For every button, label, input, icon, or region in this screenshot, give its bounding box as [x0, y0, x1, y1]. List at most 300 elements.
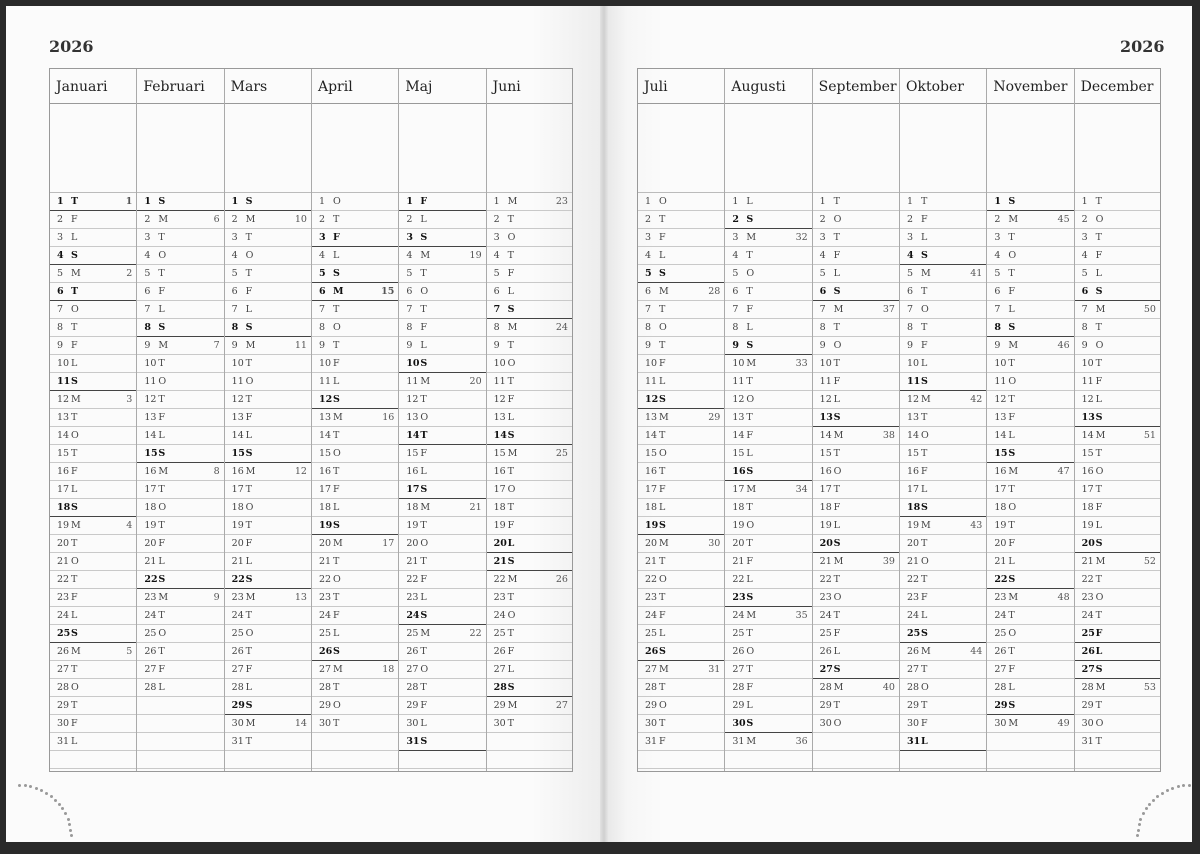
day-row[interactable] — [725, 193, 811, 211]
day-row[interactable] — [900, 301, 986, 319]
day-row[interactable] — [900, 697, 986, 715]
day-row[interactable] — [225, 409, 311, 427]
day-row[interactable] — [638, 697, 724, 715]
day-row[interactable] — [638, 733, 724, 751]
day-row[interactable] — [638, 571, 724, 589]
day-row[interactable] — [813, 643, 899, 661]
day-row[interactable] — [225, 643, 311, 661]
day-row[interactable] — [1075, 553, 1160, 571]
day-row[interactable] — [225, 661, 311, 679]
day-row[interactable] — [1075, 373, 1160, 391]
day-row[interactable] — [487, 571, 572, 589]
day-row[interactable] — [638, 463, 724, 481]
day-row[interactable] — [137, 391, 223, 409]
day-row[interactable] — [487, 337, 572, 355]
day-row[interactable] — [813, 229, 899, 247]
day-row[interactable] — [987, 391, 1073, 409]
day-row[interactable] — [50, 409, 136, 427]
day-row[interactable] — [399, 193, 485, 211]
day-row[interactable] — [487, 373, 572, 391]
day-row[interactable] — [399, 517, 485, 535]
day-row[interactable] — [725, 499, 811, 517]
day-row[interactable] — [399, 391, 485, 409]
day-row[interactable] — [399, 553, 485, 571]
day-row[interactable] — [638, 481, 724, 499]
day-row[interactable] — [900, 481, 986, 499]
day-row[interactable] — [638, 679, 724, 697]
day-row[interactable] — [900, 337, 986, 355]
day-row[interactable] — [900, 661, 986, 679]
day-row[interactable] — [900, 679, 986, 697]
day-row[interactable] — [487, 715, 572, 733]
day-row[interactable] — [900, 355, 986, 373]
day-row[interactable] — [50, 715, 136, 733]
day-row[interactable] — [987, 571, 1073, 589]
day-row[interactable] — [638, 355, 724, 373]
day-row[interactable] — [50, 625, 136, 643]
day-row[interactable] — [225, 373, 311, 391]
day-row[interactable] — [487, 517, 572, 535]
day-row[interactable] — [137, 301, 223, 319]
day-row[interactable] — [900, 229, 986, 247]
day-row[interactable] — [1075, 247, 1160, 265]
month-notes-area[interactable] — [487, 104, 572, 193]
day-row[interactable] — [487, 229, 572, 247]
day-row[interactable] — [813, 211, 899, 229]
day-row[interactable] — [399, 373, 485, 391]
day-row[interactable] — [1075, 535, 1160, 553]
day-row[interactable] — [225, 391, 311, 409]
day-row[interactable] — [137, 499, 223, 517]
day-row[interactable] — [813, 481, 899, 499]
day-row[interactable] — [137, 517, 223, 535]
day-row[interactable] — [137, 679, 223, 697]
day-row[interactable] — [1075, 355, 1160, 373]
day-row[interactable] — [813, 355, 899, 373]
day-row[interactable] — [487, 481, 572, 499]
day-row[interactable] — [725, 535, 811, 553]
day-row[interactable] — [900, 391, 986, 409]
day-row[interactable] — [50, 337, 136, 355]
day-row[interactable] — [813, 661, 899, 679]
day-row[interactable] — [1075, 427, 1160, 445]
day-row[interactable] — [399, 247, 485, 265]
day-row[interactable] — [137, 283, 223, 301]
day-row[interactable] — [137, 571, 223, 589]
day-row[interactable] — [50, 247, 136, 265]
day-row[interactable] — [900, 211, 986, 229]
day-row[interactable] — [50, 535, 136, 553]
day-row[interactable] — [987, 319, 1073, 337]
day-row[interactable] — [50, 499, 136, 517]
day-row[interactable] — [399, 571, 485, 589]
day-row[interactable] — [638, 409, 724, 427]
day-row[interactable] — [900, 445, 986, 463]
day-row[interactable] — [813, 571, 899, 589]
day-row[interactable] — [1075, 625, 1160, 643]
day-row[interactable] — [487, 427, 572, 445]
day-row[interactable] — [312, 427, 398, 445]
day-row[interactable] — [987, 661, 1073, 679]
day-row[interactable] — [312, 589, 398, 607]
day-row[interactable] — [725, 553, 811, 571]
day-row[interactable] — [50, 283, 136, 301]
day-row[interactable] — [987, 193, 1073, 211]
day-row[interactable] — [225, 283, 311, 301]
day-row[interactable] — [1075, 337, 1160, 355]
day-row[interactable] — [987, 427, 1073, 445]
day-row[interactable] — [312, 607, 398, 625]
day-row[interactable] — [312, 643, 398, 661]
day-row[interactable] — [638, 265, 724, 283]
day-row[interactable] — [900, 409, 986, 427]
day-row[interactable] — [900, 265, 986, 283]
day-row[interactable] — [813, 427, 899, 445]
day-row[interactable] — [987, 517, 1073, 535]
day-row[interactable] — [50, 391, 136, 409]
day-row[interactable] — [225, 553, 311, 571]
day-row[interactable] — [225, 229, 311, 247]
day-row[interactable] — [225, 733, 311, 751]
day-row[interactable] — [399, 697, 485, 715]
day-row[interactable] — [987, 337, 1073, 355]
day-row[interactable] — [725, 607, 811, 625]
day-row[interactable] — [399, 355, 485, 373]
day-row[interactable] — [1075, 193, 1160, 211]
day-row[interactable] — [725, 427, 811, 445]
day-row[interactable] — [638, 337, 724, 355]
day-row[interactable] — [813, 445, 899, 463]
day-row[interactable] — [50, 481, 136, 499]
day-row[interactable] — [312, 553, 398, 571]
day-row[interactable] — [50, 463, 136, 481]
day-row[interactable] — [487, 679, 572, 697]
day-row[interactable] — [50, 319, 136, 337]
day-row[interactable] — [312, 445, 398, 463]
month-notes-area[interactable] — [987, 104, 1073, 193]
day-row[interactable] — [638, 517, 724, 535]
day-row[interactable] — [312, 301, 398, 319]
day-row[interactable] — [487, 193, 572, 211]
day-row[interactable] — [638, 445, 724, 463]
day-row[interactable] — [725, 715, 811, 733]
day-row[interactable] — [225, 679, 311, 697]
day-row[interactable] — [137, 247, 223, 265]
day-row[interactable] — [225, 625, 311, 643]
day-row[interactable] — [399, 733, 485, 751]
day-row[interactable] — [813, 265, 899, 283]
day-row[interactable] — [137, 589, 223, 607]
day-row[interactable] — [225, 571, 311, 589]
day-row[interactable] — [638, 211, 724, 229]
day-row[interactable] — [725, 643, 811, 661]
day-row[interactable] — [813, 697, 899, 715]
day-row[interactable] — [1075, 319, 1160, 337]
day-row[interactable] — [312, 661, 398, 679]
day-row[interactable] — [813, 247, 899, 265]
day-row[interactable] — [1075, 283, 1160, 301]
day-row[interactable] — [1075, 517, 1160, 535]
day-row[interactable] — [1075, 211, 1160, 229]
day-row[interactable] — [725, 337, 811, 355]
day-row[interactable] — [900, 247, 986, 265]
day-row[interactable] — [312, 463, 398, 481]
day-row[interactable] — [487, 319, 572, 337]
day-row[interactable] — [50, 301, 136, 319]
day-row[interactable] — [1075, 697, 1160, 715]
day-row[interactable] — [813, 193, 899, 211]
day-row[interactable] — [399, 463, 485, 481]
day-row[interactable] — [987, 553, 1073, 571]
day-row[interactable] — [399, 409, 485, 427]
day-row[interactable] — [312, 355, 398, 373]
day-row[interactable] — [399, 679, 485, 697]
day-row[interactable] — [399, 481, 485, 499]
day-row[interactable] — [725, 571, 811, 589]
day-row[interactable] — [225, 301, 311, 319]
day-row[interactable] — [638, 607, 724, 625]
day-row[interactable] — [225, 319, 311, 337]
day-row[interactable] — [225, 607, 311, 625]
day-row[interactable] — [487, 535, 572, 553]
day-row[interactable] — [987, 481, 1073, 499]
day-row[interactable] — [725, 517, 811, 535]
day-row[interactable] — [487, 391, 572, 409]
day-row[interactable] — [725, 661, 811, 679]
day-row[interactable] — [137, 229, 223, 247]
day-row[interactable] — [225, 589, 311, 607]
month-notes-area[interactable] — [1075, 104, 1160, 193]
day-row[interactable] — [487, 265, 572, 283]
day-row[interactable] — [725, 211, 811, 229]
day-row[interactable] — [987, 625, 1073, 643]
day-row[interactable] — [50, 211, 136, 229]
day-row[interactable] — [813, 319, 899, 337]
day-row[interactable] — [312, 229, 398, 247]
day-row[interactable] — [312, 679, 398, 697]
day-row[interactable] — [399, 319, 485, 337]
day-row[interactable] — [725, 679, 811, 697]
day-row[interactable] — [487, 643, 572, 661]
day-row[interactable] — [725, 733, 811, 751]
day-row[interactable] — [487, 301, 572, 319]
day-row[interactable] — [312, 499, 398, 517]
day-row[interactable] — [399, 643, 485, 661]
day-row[interactable] — [225, 463, 311, 481]
day-row[interactable] — [399, 535, 485, 553]
day-row[interactable] — [487, 589, 572, 607]
day-row[interactable] — [725, 229, 811, 247]
day-row[interactable] — [725, 319, 811, 337]
day-row[interactable] — [50, 643, 136, 661]
day-row[interactable] — [1075, 301, 1160, 319]
day-row[interactable] — [399, 337, 485, 355]
day-row[interactable] — [725, 409, 811, 427]
day-row[interactable] — [813, 499, 899, 517]
day-row[interactable] — [987, 499, 1073, 517]
day-row[interactable] — [487, 247, 572, 265]
day-row[interactable] — [1075, 679, 1160, 697]
day-row[interactable] — [50, 679, 136, 697]
day-row[interactable] — [137, 481, 223, 499]
day-row[interactable] — [900, 517, 986, 535]
day-row[interactable] — [312, 571, 398, 589]
day-row[interactable] — [1075, 715, 1160, 733]
day-row[interactable] — [399, 229, 485, 247]
day-row[interactable] — [900, 607, 986, 625]
day-row[interactable] — [137, 535, 223, 553]
day-row[interactable] — [225, 193, 311, 211]
day-row[interactable] — [725, 481, 811, 499]
day-row[interactable] — [725, 373, 811, 391]
day-row[interactable] — [312, 391, 398, 409]
day-row[interactable] — [1075, 499, 1160, 517]
day-row[interactable] — [900, 589, 986, 607]
day-row[interactable] — [312, 211, 398, 229]
day-row[interactable] — [399, 445, 485, 463]
day-row[interactable] — [399, 607, 485, 625]
day-row[interactable] — [638, 643, 724, 661]
day-row[interactable] — [987, 463, 1073, 481]
day-row[interactable] — [137, 211, 223, 229]
day-row[interactable] — [225, 697, 311, 715]
day-row[interactable] — [137, 409, 223, 427]
day-row[interactable] — [900, 373, 986, 391]
day-row[interactable] — [725, 463, 811, 481]
month-notes-area[interactable] — [813, 104, 899, 193]
day-row[interactable] — [900, 715, 986, 733]
day-row[interactable] — [225, 355, 311, 373]
day-row[interactable] — [1075, 463, 1160, 481]
day-row[interactable] — [813, 463, 899, 481]
day-row[interactable] — [725, 589, 811, 607]
day-row[interactable] — [987, 373, 1073, 391]
day-row[interactable] — [399, 211, 485, 229]
day-row[interactable] — [638, 625, 724, 643]
day-row[interactable] — [1075, 661, 1160, 679]
day-row[interactable] — [638, 535, 724, 553]
day-row[interactable] — [137, 553, 223, 571]
day-row[interactable] — [813, 517, 899, 535]
day-row[interactable] — [487, 499, 572, 517]
day-row[interactable] — [312, 265, 398, 283]
day-row[interactable] — [725, 283, 811, 301]
day-row[interactable] — [399, 661, 485, 679]
day-row[interactable] — [312, 697, 398, 715]
day-row[interactable] — [225, 247, 311, 265]
day-row[interactable] — [900, 463, 986, 481]
day-row[interactable] — [987, 589, 1073, 607]
day-row[interactable] — [900, 535, 986, 553]
day-row[interactable] — [1075, 481, 1160, 499]
day-row[interactable] — [987, 229, 1073, 247]
day-row[interactable] — [1075, 607, 1160, 625]
day-row[interactable] — [137, 193, 223, 211]
month-notes-area[interactable] — [399, 104, 485, 193]
day-row[interactable] — [137, 445, 223, 463]
day-row[interactable] — [1075, 265, 1160, 283]
day-row[interactable] — [225, 265, 311, 283]
day-row[interactable] — [50, 571, 136, 589]
day-row[interactable] — [312, 319, 398, 337]
day-row[interactable] — [813, 715, 899, 733]
day-row[interactable] — [487, 661, 572, 679]
day-row[interactable] — [137, 337, 223, 355]
day-row[interactable] — [487, 355, 572, 373]
day-row[interactable] — [987, 715, 1073, 733]
day-row[interactable] — [813, 301, 899, 319]
day-row[interactable] — [137, 643, 223, 661]
day-row[interactable] — [399, 301, 485, 319]
day-row[interactable] — [399, 589, 485, 607]
day-row[interactable] — [225, 427, 311, 445]
day-row[interactable] — [312, 517, 398, 535]
day-row[interactable] — [813, 607, 899, 625]
day-row[interactable] — [137, 607, 223, 625]
day-row[interactable] — [638, 427, 724, 445]
day-row[interactable] — [900, 571, 986, 589]
day-row[interactable] — [725, 301, 811, 319]
day-row[interactable] — [487, 211, 572, 229]
day-row[interactable] — [225, 499, 311, 517]
day-row[interactable] — [50, 697, 136, 715]
day-row[interactable] — [987, 247, 1073, 265]
day-row[interactable] — [900, 427, 986, 445]
day-row[interactable] — [137, 625, 223, 643]
day-row[interactable] — [987, 265, 1073, 283]
day-row[interactable] — [813, 553, 899, 571]
day-row[interactable] — [813, 283, 899, 301]
day-row[interactable] — [813, 625, 899, 643]
day-row[interactable] — [725, 265, 811, 283]
day-row[interactable] — [137, 463, 223, 481]
day-row[interactable] — [987, 211, 1073, 229]
day-row[interactable] — [725, 355, 811, 373]
month-notes-area[interactable] — [50, 104, 136, 193]
day-row[interactable] — [725, 391, 811, 409]
day-row[interactable] — [225, 481, 311, 499]
day-row[interactable] — [813, 337, 899, 355]
day-row[interactable] — [987, 679, 1073, 697]
day-row[interactable] — [137, 355, 223, 373]
day-row[interactable] — [312, 409, 398, 427]
day-row[interactable] — [487, 625, 572, 643]
day-row[interactable] — [50, 661, 136, 679]
day-row[interactable] — [987, 355, 1073, 373]
day-row[interactable] — [50, 607, 136, 625]
day-row[interactable] — [225, 715, 311, 733]
day-row[interactable] — [487, 409, 572, 427]
day-row[interactable] — [638, 391, 724, 409]
day-row[interactable] — [399, 427, 485, 445]
month-notes-area[interactable] — [312, 104, 398, 193]
day-row[interactable] — [638, 661, 724, 679]
day-row[interactable] — [987, 301, 1073, 319]
day-row[interactable] — [1075, 391, 1160, 409]
day-row[interactable] — [225, 517, 311, 535]
day-row[interactable] — [1075, 733, 1160, 751]
day-row[interactable] — [900, 193, 986, 211]
month-notes-area[interactable] — [137, 104, 223, 193]
day-row[interactable] — [900, 499, 986, 517]
day-row[interactable] — [312, 193, 398, 211]
day-row[interactable] — [1075, 589, 1160, 607]
day-row[interactable] — [725, 445, 811, 463]
day-row[interactable] — [638, 301, 724, 319]
day-row[interactable] — [50, 427, 136, 445]
day-row[interactable] — [487, 607, 572, 625]
day-row[interactable] — [50, 229, 136, 247]
